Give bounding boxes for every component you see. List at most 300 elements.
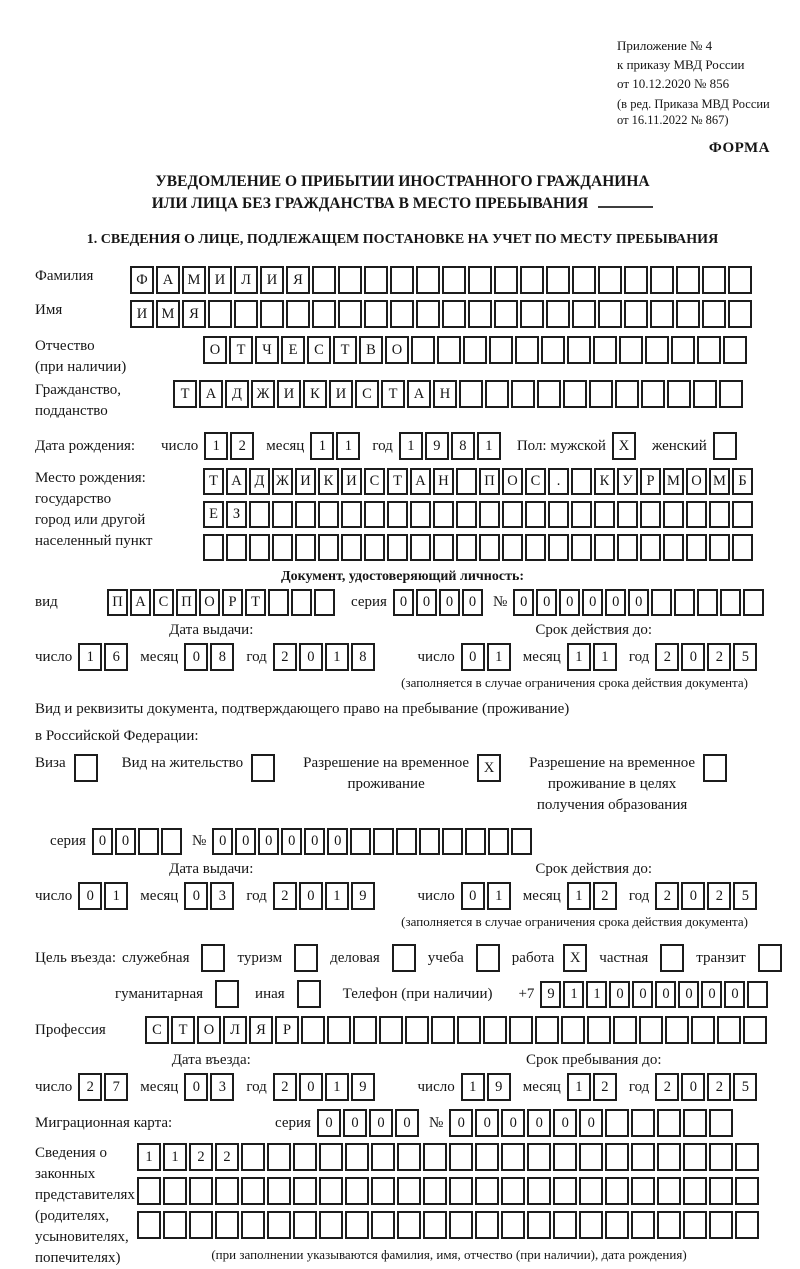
char-cell[interactable] [709,1211,733,1239]
char-cell[interactable]: Т [173,380,197,408]
char-cell[interactable] [397,1143,421,1171]
char-cell[interactable]: Ф [130,266,154,294]
char-cell[interactable] [702,266,726,294]
char-cell[interactable]: О [686,468,707,495]
char-cell[interactable] [615,380,639,408]
char-cell[interactable] [286,300,310,328]
char-cell[interactable] [203,534,224,561]
char-cell[interactable] [456,468,477,495]
char-cell[interactable]: 0 [449,1109,473,1137]
char-cell[interactable]: У [617,468,638,495]
checkbox[interactable] [297,980,321,1008]
char-cell[interactable] [449,1177,473,1205]
char-cell[interactable] [267,1143,291,1171]
char-cell[interactable] [387,534,408,561]
char-cell[interactable] [208,300,232,328]
char-cell[interactable] [735,1143,759,1171]
char-cell[interactable] [431,1016,455,1044]
char-cell[interactable] [617,534,638,561]
char-cell[interactable]: К [303,380,327,408]
char-cell[interactable] [598,266,622,294]
char-cell[interactable]: А [410,468,431,495]
char-cell[interactable]: 9 [540,981,561,1008]
char-cell[interactable] [423,1211,447,1239]
char-cell[interactable] [650,300,674,328]
char-cell[interactable] [465,828,486,855]
char-cell[interactable]: 8 [210,643,234,671]
char-cell[interactable] [293,1177,317,1205]
char-cell[interactable]: 0 [527,1109,551,1137]
char-cell[interactable]: 0 [461,882,485,910]
char-cell[interactable]: 0 [605,589,626,616]
char-cell[interactable]: 1 [567,643,591,671]
char-cell[interactable]: 1 [78,643,102,671]
char-cell[interactable] [579,1211,603,1239]
char-cell[interactable]: 0 [701,981,722,1008]
char-cell[interactable] [485,380,509,408]
char-cell[interactable]: 0 [501,1109,525,1137]
char-cell[interactable] [501,1143,525,1171]
char-cell[interactable]: Т [203,468,224,495]
char-cell[interactable] [683,1109,707,1137]
checkbox[interactable] [294,944,318,972]
char-cell[interactable] [215,1211,239,1239]
char-cell[interactable] [488,828,509,855]
char-cell[interactable]: Е [281,336,305,364]
char-cell[interactable]: П [479,468,500,495]
char-cell[interactable] [371,1177,395,1205]
char-cell[interactable]: С [525,468,546,495]
char-cell[interactable]: 0 [317,1109,341,1137]
char-cell[interactable]: 1 [163,1143,187,1171]
char-cell[interactable]: 2 [593,882,617,910]
char-cell[interactable] [605,1143,629,1171]
char-cell[interactable] [475,1211,499,1239]
char-cell[interactable] [676,266,700,294]
char-cell[interactable]: 0 [559,589,580,616]
char-cell[interactable] [423,1177,447,1205]
char-cell[interactable] [267,1177,291,1205]
char-cell[interactable]: 1 [461,1073,485,1101]
char-cell[interactable] [598,300,622,328]
char-cell[interactable]: 9 [351,882,375,910]
char-cell[interactable] [163,1177,187,1205]
char-cell[interactable]: 2 [655,882,679,910]
char-cell[interactable]: 2 [707,1073,731,1101]
char-cell[interactable] [226,534,247,561]
char-cell[interactable]: 2 [273,882,297,910]
char-cell[interactable] [318,501,339,528]
char-cell[interactable] [631,1143,655,1171]
char-cell[interactable]: Н [433,468,454,495]
char-cell[interactable]: Ж [272,468,293,495]
char-cell[interactable]: П [107,589,128,616]
char-cell[interactable]: 2 [655,1073,679,1101]
char-cell[interactable] [663,501,684,528]
char-cell[interactable]: 0 [258,828,279,855]
char-cell[interactable] [693,380,717,408]
char-cell[interactable] [624,266,648,294]
char-cell[interactable]: О [197,1016,221,1044]
char-cell[interactable] [683,1211,707,1239]
char-cell[interactable] [234,300,258,328]
char-cell[interactable] [442,828,463,855]
char-cell[interactable] [546,266,570,294]
char-cell[interactable] [735,1177,759,1205]
char-cell[interactable] [535,1016,559,1044]
char-cell[interactable]: 0 [299,1073,323,1101]
char-cell[interactable] [215,1177,239,1205]
char-cell[interactable]: 0 [281,828,302,855]
char-cell[interactable]: О [199,589,220,616]
char-cell[interactable] [548,534,569,561]
char-cell[interactable] [674,589,695,616]
char-cell[interactable] [475,1143,499,1171]
char-cell[interactable] [479,501,500,528]
char-cell[interactable]: 0 [461,643,485,671]
char-cell[interactable]: 0 [655,981,676,1008]
char-cell[interactable] [579,1143,603,1171]
char-cell[interactable] [572,300,596,328]
char-cell[interactable]: 0 [235,828,256,855]
char-cell[interactable] [137,1177,161,1205]
char-cell[interactable]: 0 [579,1109,603,1137]
char-cell[interactable] [338,266,362,294]
char-cell[interactable] [686,501,707,528]
char-cell[interactable] [501,1177,525,1205]
char-cell[interactable]: 2 [593,1073,617,1101]
char-cell[interactable]: 1 [204,432,228,460]
char-cell[interactable]: Ч [255,336,279,364]
char-cell[interactable] [525,534,546,561]
char-cell[interactable] [553,1211,577,1239]
char-cell[interactable] [502,501,523,528]
char-cell[interactable]: . [548,468,569,495]
char-cell[interactable] [397,1211,421,1239]
char-cell[interactable]: С [307,336,331,364]
char-cell[interactable]: 7 [104,1073,128,1101]
char-cell[interactable]: 0 [299,882,323,910]
char-cell[interactable] [631,1211,655,1239]
char-cell[interactable] [459,380,483,408]
char-cell[interactable]: 9 [425,432,449,460]
char-cell[interactable]: 2 [215,1143,239,1171]
char-cell[interactable] [405,1016,429,1044]
char-cell[interactable] [291,589,312,616]
char-cell[interactable] [605,1211,629,1239]
char-cell[interactable] [272,501,293,528]
char-cell[interactable]: И [295,468,316,495]
char-cell[interactable] [312,300,336,328]
char-cell[interactable] [241,1177,265,1205]
char-cell[interactable] [676,300,700,328]
checkbox[interactable] [74,754,98,782]
char-cell[interactable] [709,1177,733,1205]
char-cell[interactable]: Д [225,380,249,408]
char-cell[interactable] [295,534,316,561]
char-cell[interactable] [527,1211,551,1239]
char-cell[interactable] [437,336,461,364]
char-cell[interactable]: Т [245,589,266,616]
char-cell[interactable]: Р [275,1016,299,1044]
char-cell[interactable]: 9 [487,1073,511,1101]
char-cell[interactable] [456,534,477,561]
char-cell[interactable] [241,1211,265,1239]
char-cell[interactable]: 0 [416,589,437,616]
char-cell[interactable] [605,1177,629,1205]
char-cell[interactable] [728,300,752,328]
char-cell[interactable]: 8 [451,432,475,460]
char-cell[interactable] [410,534,431,561]
char-cell[interactable]: А [199,380,223,408]
char-cell[interactable] [587,1016,611,1044]
char-cell[interactable] [319,1211,343,1239]
char-cell[interactable] [527,1177,551,1205]
checkbox[interactable] [215,980,239,1008]
char-cell[interactable]: Я [182,300,206,328]
char-cell[interactable]: О [502,468,523,495]
char-cell[interactable] [319,1143,343,1171]
char-cell[interactable]: М [156,300,180,328]
checkbox[interactable] [703,754,727,782]
char-cell[interactable]: 0 [553,1109,577,1137]
char-cell[interactable] [509,1016,533,1044]
char-cell[interactable] [709,501,730,528]
char-cell[interactable] [189,1211,213,1239]
char-cell[interactable]: Я [249,1016,273,1044]
char-cell[interactable] [527,1143,551,1171]
char-cell[interactable] [683,1177,707,1205]
char-cell[interactable] [667,380,691,408]
char-cell[interactable]: С [364,468,385,495]
char-cell[interactable] [397,1177,421,1205]
char-cell[interactable]: И [277,380,301,408]
checkbox[interactable] [476,944,500,972]
char-cell[interactable] [511,380,535,408]
char-cell[interactable] [561,1016,585,1044]
char-cell[interactable] [456,501,477,528]
char-cell[interactable] [138,828,159,855]
char-cell[interactable]: И [130,300,154,328]
char-cell[interactable] [341,501,362,528]
char-cell[interactable]: О [203,336,227,364]
char-cell[interactable] [423,1143,447,1171]
char-cell[interactable] [501,1211,525,1239]
char-cell[interactable] [457,1016,481,1044]
char-cell[interactable] [593,336,617,364]
char-cell[interactable]: 2 [273,1073,297,1101]
char-cell[interactable] [161,828,182,855]
char-cell[interactable] [650,266,674,294]
char-cell[interactable] [483,1016,507,1044]
char-cell[interactable]: 0 [628,589,649,616]
char-cell[interactable]: 0 [212,828,233,855]
char-cell[interactable]: 8 [351,643,375,671]
char-cell[interactable] [613,1016,637,1044]
char-cell[interactable]: М [182,266,206,294]
char-cell[interactable] [640,501,661,528]
char-cell[interactable] [631,1177,655,1205]
char-cell[interactable]: 0 [78,882,102,910]
char-cell[interactable] [732,501,753,528]
char-cell[interactable]: Е [203,501,224,528]
char-cell[interactable] [697,589,718,616]
char-cell[interactable] [563,380,587,408]
char-cell[interactable]: М [663,468,684,495]
char-cell[interactable]: 2 [189,1143,213,1171]
char-cell[interactable] [639,1016,663,1044]
char-cell[interactable] [719,380,743,408]
char-cell[interactable]: Т [229,336,253,364]
char-cell[interactable] [293,1211,317,1239]
char-cell[interactable]: 0 [681,882,705,910]
char-cell[interactable] [589,380,613,408]
char-cell[interactable] [442,300,466,328]
char-cell[interactable] [645,336,669,364]
char-cell[interactable]: 2 [707,643,731,671]
char-cell[interactable]: 0 [681,643,705,671]
char-cell[interactable] [567,336,591,364]
char-cell[interactable] [433,534,454,561]
char-cell[interactable]: 0 [513,589,534,616]
char-cell[interactable] [511,828,532,855]
char-cell[interactable]: 1 [567,882,591,910]
char-cell[interactable]: 6 [104,643,128,671]
char-cell[interactable] [371,1143,395,1171]
char-cell[interactable] [641,380,665,408]
char-cell[interactable]: П [176,589,197,616]
char-cell[interactable]: 2 [655,643,679,671]
char-cell[interactable]: Л [234,266,258,294]
char-cell[interactable]: 0 [343,1109,367,1137]
char-cell[interactable]: 0 [536,589,557,616]
char-cell[interactable] [709,1109,733,1137]
char-cell[interactable] [657,1109,681,1137]
char-cell[interactable]: 0 [724,981,745,1008]
char-cell[interactable] [137,1211,161,1239]
char-cell[interactable]: Ж [251,380,275,408]
checkbox[interactable]: X [612,432,636,460]
char-cell[interactable]: Р [640,468,661,495]
char-cell[interactable] [525,501,546,528]
char-cell[interactable] [364,266,388,294]
char-cell[interactable] [268,589,289,616]
char-cell[interactable] [312,266,336,294]
char-cell[interactable] [390,300,414,328]
char-cell[interactable]: Я [286,266,310,294]
char-cell[interactable] [241,1143,265,1171]
char-cell[interactable] [671,336,695,364]
char-cell[interactable]: 0 [299,643,323,671]
char-cell[interactable] [364,534,385,561]
char-cell[interactable]: 1 [325,643,349,671]
char-cell[interactable] [267,1211,291,1239]
char-cell[interactable]: 1 [336,432,360,460]
char-cell[interactable]: С [355,380,379,408]
char-cell[interactable] [260,300,284,328]
char-cell[interactable]: 1 [563,981,584,1008]
char-cell[interactable]: И [208,266,232,294]
char-cell[interactable] [657,1143,681,1171]
char-cell[interactable] [571,501,592,528]
char-cell[interactable]: 0 [115,828,136,855]
char-cell[interactable] [350,828,371,855]
char-cell[interactable] [475,1177,499,1205]
char-cell[interactable]: К [594,468,615,495]
char-cell[interactable]: В [359,336,383,364]
char-cell[interactable] [416,300,440,328]
char-cell[interactable] [553,1143,577,1171]
char-cell[interactable]: 1 [487,643,511,671]
char-cell[interactable]: 1 [325,1073,349,1101]
char-cell[interactable]: 1 [477,432,501,460]
char-cell[interactable] [548,501,569,528]
char-cell[interactable] [449,1143,473,1171]
char-cell[interactable]: 0 [582,589,603,616]
char-cell[interactable] [416,266,440,294]
char-cell[interactable]: 0 [92,828,113,855]
char-cell[interactable]: А [130,589,151,616]
char-cell[interactable]: Р [222,589,243,616]
char-cell[interactable] [314,589,335,616]
char-cell[interactable]: С [145,1016,169,1044]
char-cell[interactable] [546,300,570,328]
char-cell[interactable] [410,501,431,528]
char-cell[interactable]: 0 [369,1109,393,1137]
char-cell[interactable]: 0 [632,981,653,1008]
char-cell[interactable] [515,336,539,364]
char-cell[interactable]: 5 [733,882,757,910]
char-cell[interactable] [709,534,730,561]
char-cell[interactable] [697,336,721,364]
char-cell[interactable]: 0 [184,643,208,671]
char-cell[interactable]: 0 [304,828,325,855]
char-cell[interactable]: 1 [399,432,423,460]
char-cell[interactable]: З [226,501,247,528]
char-cell[interactable] [686,534,707,561]
char-cell[interactable] [520,300,544,328]
char-cell[interactable]: 3 [210,1073,234,1101]
char-cell[interactable] [189,1177,213,1205]
checkbox[interactable] [201,944,225,972]
char-cell[interactable]: 1 [137,1143,161,1171]
checkbox[interactable] [251,754,275,782]
char-cell[interactable] [723,336,747,364]
char-cell[interactable]: 0 [678,981,699,1008]
char-cell[interactable] [579,1177,603,1205]
char-cell[interactable] [293,1143,317,1171]
char-cell[interactable] [327,1016,351,1044]
char-cell[interactable] [379,1016,403,1044]
char-cell[interactable]: А [226,468,247,495]
char-cell[interactable] [345,1143,369,1171]
char-cell[interactable]: 5 [733,1073,757,1101]
char-cell[interactable] [468,300,492,328]
char-cell[interactable] [657,1177,681,1205]
char-cell[interactable] [338,300,362,328]
char-cell[interactable]: Н [433,380,457,408]
checkbox[interactable] [758,944,782,972]
char-cell[interactable] [396,828,417,855]
char-cell[interactable] [735,1211,759,1239]
char-cell[interactable] [720,589,741,616]
char-cell[interactable] [594,534,615,561]
char-cell[interactable] [411,336,435,364]
char-cell[interactable]: 1 [325,882,349,910]
char-cell[interactable] [728,266,752,294]
char-cell[interactable]: Т [381,380,405,408]
char-cell[interactable] [702,300,726,328]
